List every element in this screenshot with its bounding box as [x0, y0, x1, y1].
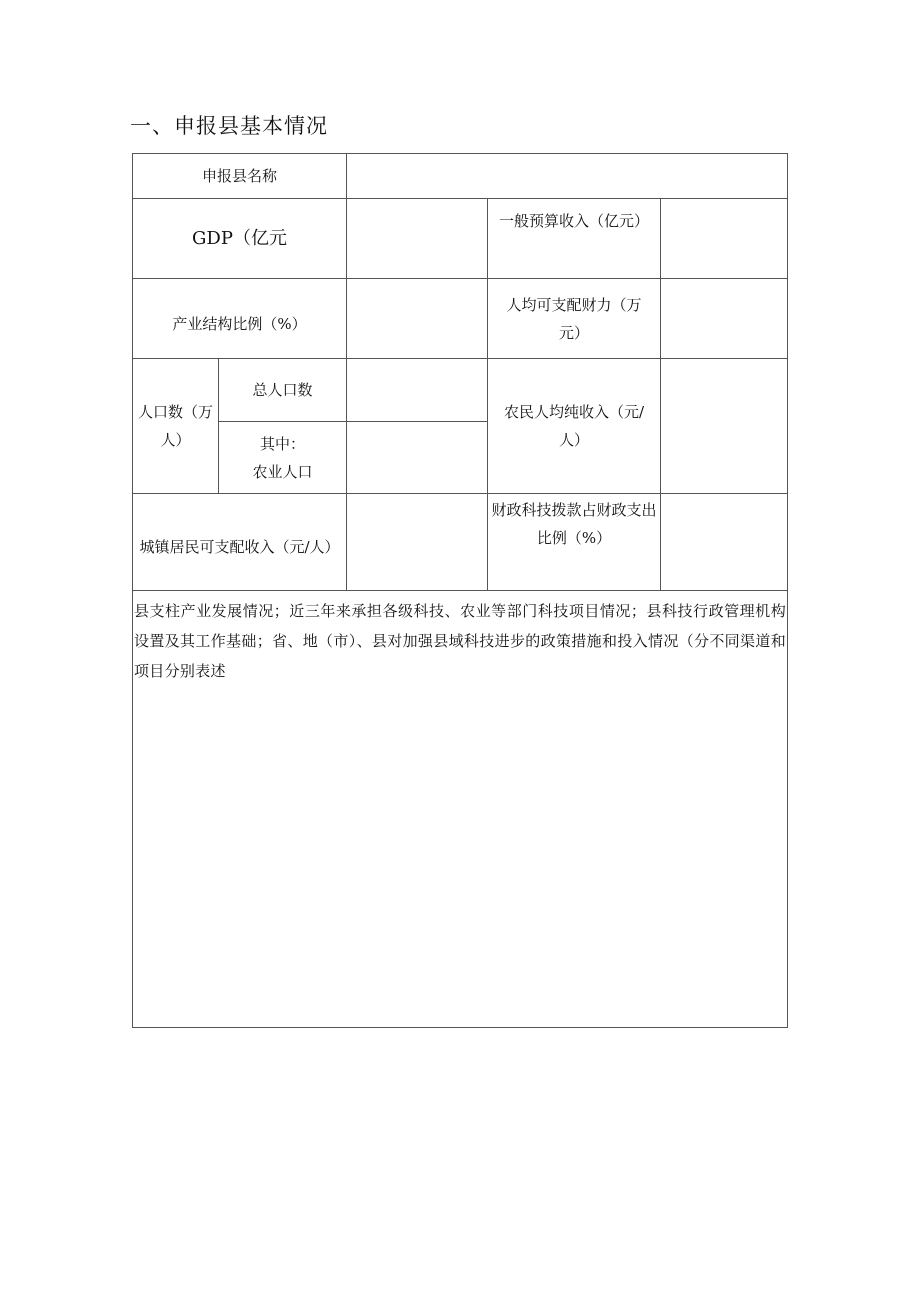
total-population-field[interactable]: [347, 359, 487, 421]
description-prompt: 县支柱产业发展情况；近三年来承担各级科技、农业等部门科技项目情况；县科技行政管理机构设置及其工作基础；省、地（市）、县对加强县域科技进步的政策措施和投入情况（分不同渠道和项目分别表述: [134, 602, 786, 680]
section-title: 一、申报县基本情况: [130, 114, 328, 138]
table-border-right: [787, 153, 788, 1028]
population-label: 人口数（万人）: [137, 403, 213, 449]
total-population-label: 总人口数: [252, 381, 313, 399]
agri-population-field[interactable]: [347, 422, 487, 493]
farmer-income-field[interactable]: [661, 359, 787, 493]
industry-ratio-field[interactable]: [347, 279, 487, 358]
gdp-field[interactable]: [347, 199, 487, 278]
county-name-field[interactable]: [347, 154, 787, 198]
county-name-label: 申报县名称: [201, 167, 277, 185]
farmer-income-label: 农民人均纯收入（元/人）: [503, 403, 645, 449]
sci-tech-ratio-field[interactable]: [661, 494, 787, 590]
urban-income-label: 城镇居民可支配收入（元/人）: [139, 538, 340, 556]
table-border-bottom: [132, 1027, 788, 1028]
sci-tech-ratio-label: 财政科技拨款占财政支出比例（%）: [491, 501, 657, 547]
agri-population-label: 其中： 农业人口: [252, 434, 313, 481]
industry-ratio-label: 产业结构比例（%）: [172, 314, 307, 333]
per-capita-fiscal-label: 人均可支配财力（万元）: [506, 295, 642, 342]
per-capita-fiscal-field[interactable]: [661, 279, 787, 358]
description-text-area[interactable]: [133, 690, 787, 1027]
gdp-label: GDP（亿元: [192, 227, 287, 249]
row-divider: [132, 590, 788, 591]
general-budget-label: 一般预算收入（亿元）: [498, 212, 649, 230]
general-budget-field[interactable]: [661, 199, 787, 278]
urban-income-field[interactable]: [347, 494, 487, 590]
